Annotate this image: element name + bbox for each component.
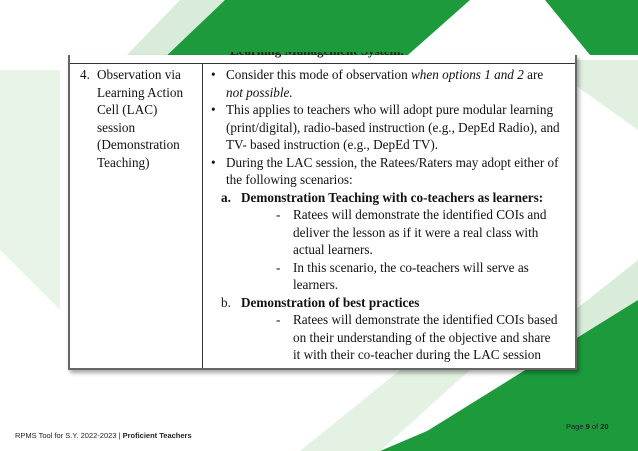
row-label — [97, 66, 207, 171]
bullet-item-2: • This applies to teachers who will adopt pure modular learning (print/digital), radio-based instruction (e.g., DepEd Radio), and TV- based instruction (e.g., DepEd TV). — [210, 101, 570, 154]
row-number: 4. — [80, 67, 90, 82]
scenario-a-dash-item-1: - Ratees will demonstrate the identified COIs and deliver the lesson as if it were a real class with actual learners. — [276, 207, 547, 257]
row-label-line: session — [97, 119, 136, 135]
row-label-line: Observation via — [97, 67, 181, 82]
footer-document-title: RPMS Tool for S.Y. 2022-2023 | Proficient Teachers — [15, 431, 192, 440]
scenario-b-title: Demonstration of best practices — [241, 294, 420, 310]
dash-marker: - — [276, 312, 281, 327]
scenario-a-letter: a. — [221, 189, 231, 205]
scenario-b-letter: b. — [221, 294, 231, 310]
document-table-excerpt — [68, 55, 577, 370]
scenario-b-dash-item-1: - Ratees will demonstrate the identified COIs based on their understanding of the objective and share it with their co-teacher during the LAC session — [276, 312, 558, 362]
green-top-right-shape — [545, 0, 638, 55]
bullet-item-3: • During the LAC session, the Ratees/Raters may adopt either of the following scenarios: — [210, 154, 570, 189]
bullet-1-line-1: • Consider this mode of observation when options 1 and 2 are — [226, 67, 544, 82]
dash-marker: - — [276, 259, 281, 275]
dash-marker: - — [276, 207, 281, 222]
scenario-a-heading — [210, 189, 570, 207]
row-content-cell — [210, 66, 570, 364]
row-label-line: Teaching) — [97, 154, 150, 170]
scenario-a-title: Demonstration Teaching with co-teachers as learners: — [241, 189, 544, 205]
scenario-a-dash-item-2: - In this scenario, the co-teachers will serve as learners. — [276, 259, 529, 292]
scenario-b-heading — [210, 294, 570, 312]
row-label-line: Cell (LAC) — [97, 102, 158, 117]
table-top-rule — [70, 63, 575, 64]
light-green-right-band — [575, 60, 638, 130]
light-green-left-band — [0, 70, 60, 310]
row-label-line: (Demonstration — [97, 137, 180, 152]
bullet-1-line-2: not possible. — [226, 84, 293, 100]
row-label-line: Learning Action — [97, 84, 184, 100]
page-number: Page 9 of 20 — [566, 422, 609, 431]
bullet-item-1 — [210, 66, 570, 101]
